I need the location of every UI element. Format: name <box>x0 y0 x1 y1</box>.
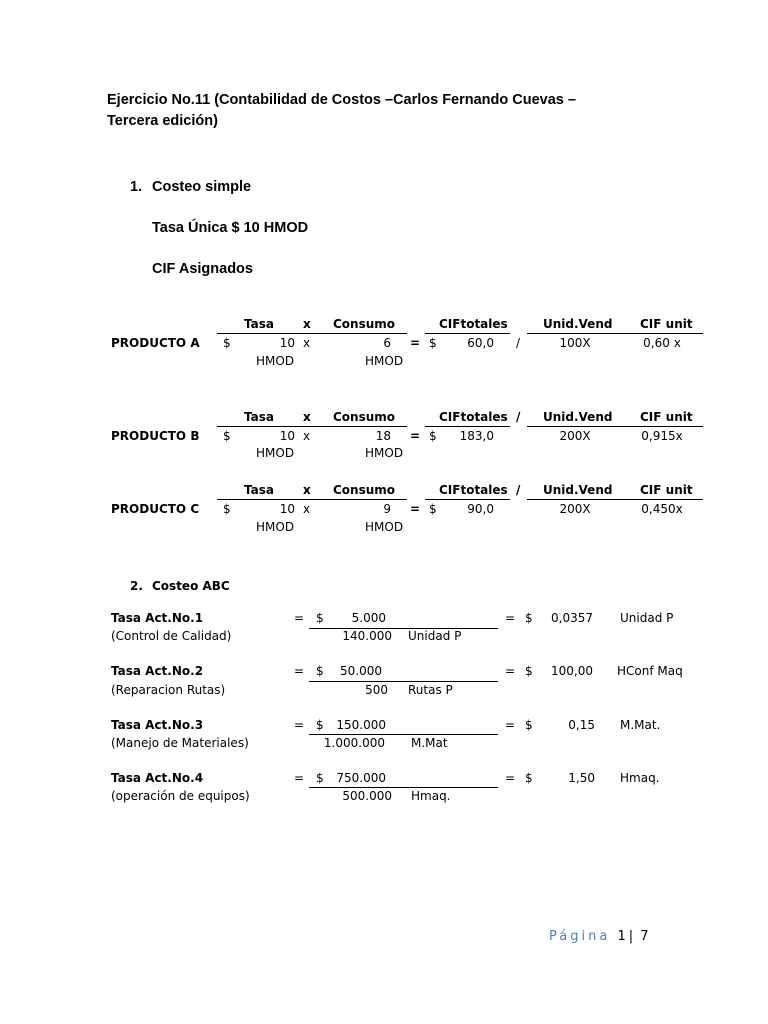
header-cif-totales: CIFtotales <box>439 317 508 331</box>
cif-totales-value: 183,0 <box>459 429 494 443</box>
unid-vend-value: 200X <box>559 502 591 516</box>
result-unit: Hmaq. <box>620 771 660 785</box>
rate-result: 1,50 <box>568 771 595 785</box>
currency-sign: $ <box>525 718 533 732</box>
document-title-line1: Ejercicio No.11 (Contabilidad de Costos –Carlos Fernando Cuevas – <box>107 92 576 108</box>
header-tasa: Tasa <box>244 410 274 424</box>
header-x: x <box>303 410 311 424</box>
fraction-line <box>309 734 498 735</box>
fraction-line <box>309 681 498 682</box>
equals-sign: = <box>294 664 305 678</box>
currency-sign: $ <box>316 771 324 785</box>
consumo-value: 9 <box>383 502 391 516</box>
header-cif-unit: CIF unit <box>640 317 693 331</box>
rate-description: (Reparacion Rutas) <box>111 683 226 697</box>
header-divide: / <box>516 483 521 497</box>
unit-label: HMOD <box>365 520 404 534</box>
equals-sign: = <box>294 611 305 625</box>
currency-sign: $ <box>525 611 533 625</box>
rate-label: Tasa Act.No.3 <box>111 718 204 732</box>
header-unid-vend: Unid.Vend <box>543 410 613 424</box>
consumo-value: 18 <box>375 429 391 443</box>
equals-sign: = <box>505 611 516 625</box>
header-tasa: Tasa <box>244 483 274 497</box>
currency-sign: $ <box>525 771 533 785</box>
rate-label: Tasa Act.No.1 <box>111 611 204 625</box>
denominator-unit: Hmaq. <box>411 789 451 803</box>
page-total: 7 <box>640 929 652 944</box>
unit-label: HMOD <box>256 446 295 460</box>
unid-vend-value: 200X <box>559 429 591 443</box>
rate-result: 100,00 <box>551 664 593 678</box>
rate-numerator: 150.000 <box>336 718 386 732</box>
document-title-line2: Tercera edición) <box>107 113 218 129</box>
header-underline <box>425 499 510 500</box>
times-sign: x <box>303 502 311 516</box>
product-label: PRODUCTO C <box>111 502 200 516</box>
times-sign: x <box>303 429 311 443</box>
header-underline <box>527 333 703 334</box>
currency-sign: $ <box>525 664 533 678</box>
header-underline <box>217 426 407 427</box>
header-underline <box>527 426 703 427</box>
header-consumo: Consumo <box>333 410 396 424</box>
rate-numerator: 5.000 <box>351 611 386 625</box>
section2-title: Costeo ABC <box>152 579 230 593</box>
cif-unit-value: 0,915x <box>641 429 683 443</box>
tasa-value: 10 <box>279 429 295 443</box>
cif-asignados: CIF Asignados <box>152 261 253 277</box>
rate-numerator: 50.000 <box>340 664 382 678</box>
unit-label: HMOD <box>365 354 404 368</box>
header-consumo: Consumo <box>333 317 396 331</box>
consumo-value: 6 <box>383 336 391 350</box>
header-unid-vend: Unid.Vend <box>543 483 613 497</box>
header-underline <box>425 333 510 334</box>
cif-totales-value: 90,0 <box>467 502 494 516</box>
currency-sign: $ <box>316 718 324 732</box>
result-unit: HConf Maq <box>617 664 683 678</box>
equals-sign: = <box>505 664 516 678</box>
header-x: x <box>303 317 311 331</box>
tasa-value: 10 <box>279 502 295 516</box>
equals-sign: = <box>294 718 305 732</box>
currency-sign: $ <box>429 502 437 516</box>
currency-sign: $ <box>223 429 231 443</box>
unit-label: HMOD <box>365 446 404 460</box>
currency-sign: $ <box>316 664 324 678</box>
header-consumo: Consumo <box>333 483 396 497</box>
rate-denominator: 500.000 <box>342 789 392 803</box>
tasa-value: 10 <box>279 336 295 350</box>
equals-sign: = <box>505 718 516 732</box>
currency-sign: $ <box>223 502 231 516</box>
rate-description: (operación de equipos) <box>111 789 250 803</box>
rate-result: 0,0357 <box>551 611 593 625</box>
section1-number: 1. <box>130 179 143 195</box>
equals-sign: = <box>410 429 421 443</box>
divide-sign: / <box>516 336 521 350</box>
result-unit: Unidad P <box>620 611 674 625</box>
times-sign: x <box>303 336 311 350</box>
header-tasa: Tasa <box>244 317 274 331</box>
header-divide: / <box>516 410 521 424</box>
header-cif-unit: CIF unit <box>640 410 693 424</box>
cif-totales-value: 60,0 <box>467 336 494 350</box>
header-cif-unit: CIF unit <box>640 483 693 497</box>
rate-numerator: 750.000 <box>336 771 386 785</box>
page-footer <box>549 929 652 944</box>
equals-sign: = <box>294 771 305 785</box>
header-unid-vend: Unid.Vend <box>543 317 613 331</box>
header-cif-totales: CIFtotales <box>439 483 508 497</box>
equals-sign: = <box>410 502 421 516</box>
result-unit: M.Mat. <box>620 718 661 732</box>
page-word: Página <box>549 929 611 944</box>
rate-denominator: 500 <box>365 683 388 697</box>
denominator-unit: Rutas P <box>408 683 453 697</box>
currency-sign: $ <box>223 336 231 350</box>
equals-sign: = <box>410 336 421 350</box>
tasa-unica: Tasa Única $ 10 HMOD <box>152 220 309 236</box>
section1-title: Costeo simple <box>152 179 252 195</box>
cif-unit-value: 0,60 x <box>643 336 681 350</box>
cif-unit-value: 0,450x <box>641 502 683 516</box>
rate-denominator: 140.000 <box>342 629 392 643</box>
product-label: PRODUCTO A <box>111 336 200 350</box>
header-x: x <box>303 483 311 497</box>
rate-label: Tasa Act.No.2 <box>111 664 204 678</box>
unid-vend-value: 100X <box>559 336 591 350</box>
currency-sign: $ <box>429 429 437 443</box>
unit-label: HMOD <box>256 520 295 534</box>
rate-description: (Control de Calidad) <box>111 629 232 643</box>
currency-sign: $ <box>316 611 324 625</box>
product-label: PRODUCTO B <box>111 429 200 443</box>
header-cif-totales: CIFtotales <box>439 410 508 424</box>
equals-sign: = <box>505 771 516 785</box>
page-separator: | <box>628 929 634 944</box>
page-number: 1 <box>617 929 629 944</box>
rate-result: 0,15 <box>568 718 595 732</box>
rate-description: (Manejo de Materiales) <box>111 736 249 750</box>
rate-label: Tasa Act.No.4 <box>111 771 204 785</box>
section2-number: 2. <box>130 579 143 593</box>
header-underline <box>425 426 510 427</box>
header-underline <box>217 333 407 334</box>
denominator-unit: Unidad P <box>408 629 462 643</box>
header-underline <box>527 499 703 500</box>
currency-sign: $ <box>429 336 437 350</box>
denominator-unit: M.Mat <box>411 736 448 750</box>
rate-denominator: 1.000.000 <box>323 736 385 750</box>
unit-label: HMOD <box>256 354 295 368</box>
fraction-line <box>309 787 498 788</box>
header-underline <box>217 499 407 500</box>
